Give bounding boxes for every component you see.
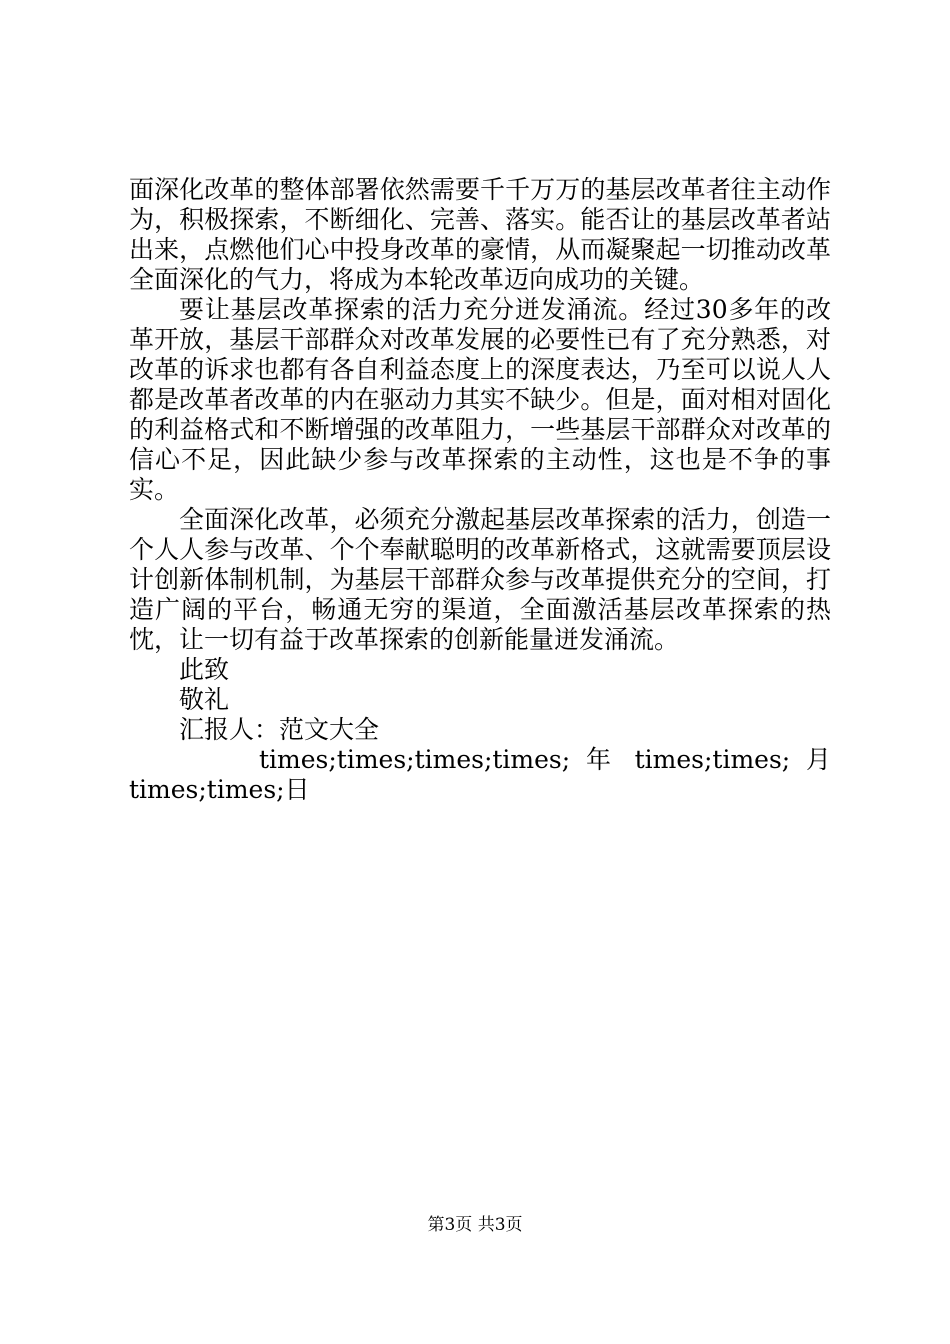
- paragraph-continued: 面深化改革的整体部署依然需要千千万万的基层改革者往主动作为，积极探索，不断细化、完善、落实。能否让的基层改革者站出来，点燃他们心中投身改革的豪情，从而凝聚起一切推动改革全面深化的气力，将成为本轮改革迈向成功的关键。: [129, 175, 831, 294]
- date-line: times;times;times;times; 年 times;times; 月 times;times;日: [129, 745, 831, 804]
- document-body: [129, 175, 831, 805]
- closing-salutation: 此致: [179, 655, 230, 684]
- page-footer: 第3页 共3页: [427, 1215, 523, 1235]
- paragraph-vitality: 要让基层改革探索的活力充分迸发涌流。经过30多年的改革开放，基层干部群众对改革发展的必要性已有了充分熟悉，对改革的诉求也都有各自利益态度上的深度表达，乃至可以说人人都是改革者改革的内在驱动力其实不缺少。但是，面对相对固化的利益格式和不断增强的改革阻力，一些基层干部群众对改革的信心不足，因此缺少参与改革探索的主动性，这也是不争的事实。: [129, 295, 831, 504]
- closing-regards: 敬礼: [179, 685, 230, 714]
- paragraph-deepening-reform: 全面深化改革，必须充分激起基层改革探索的活力，创造一个人人参与改革、个个奉献聪明的改革新格式，这就需要顶层设计创新体制机制，为基层干部群众参与改革提供充分的空间，打造广阔的平台，畅通无穷的渠道，全面激活基层改革探索的热忱，让一切有益于改革探索的创新能量迸发涌流。: [129, 505, 831, 654]
- reporter-signature: 汇报人：范文大全: [179, 715, 380, 744]
